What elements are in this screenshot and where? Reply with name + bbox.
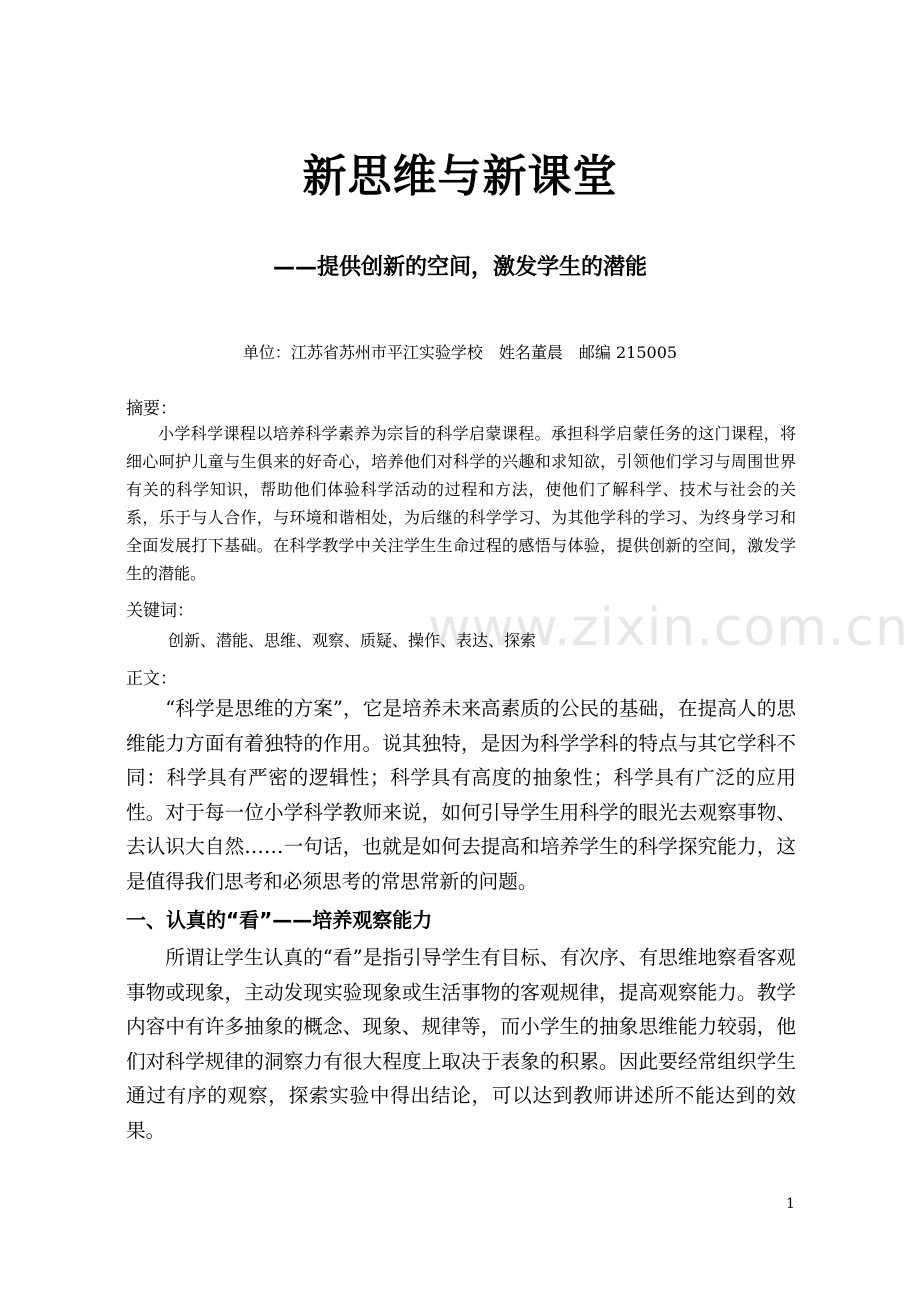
- section-heading: 一、认真的“看”——培养观察能力: [126, 908, 433, 932]
- section-paragraph: 所谓让学生认真的“看”是指引导学生有目标、有次序、有思维地察看客观事物或现象，主动发现实验现象或生活事物的客观规律，提高观察能力。教学内容中有许多抽象的概念、现象、规律等，而小学生的抽象思维能力较弱，他们对科学规律的洞察力有很大程度上取决于表象的积累。因此要经常组织学生通过有序的观察，探索实验中得出结论，可以达到教师讲述所不能达到的效果。: [126, 946, 796, 1142]
- body-intro-paragraph: “科学是思维的方案”，它是培养未来高素质的公民的基础，在提高人的思维能力方面有着独特的作用。说其独特，是因为科学学科的特点与其它学科不同：科学具有严密的逻辑性；科学具有高度的抽象性；科学具有广泛的应用性。对于每一位小学科学教师来说，如何引导学生用科学的眼光去观察事物、去认识大自然……一句话，也就是如何去提高和培养学生的科学探究能力，这是值得我们思考和必须思考的常思常新的问题。: [126, 697, 796, 893]
- keywords-label: 关键词：: [126, 601, 194, 621]
- abstract-label: 摘要：: [126, 399, 177, 419]
- page-number: 1: [786, 1196, 795, 1212]
- document-title: 新思维与新课堂: [302, 151, 618, 202]
- keywords-text: 创新、潜能、思维、观察、质疑、操作、表达、探索: [168, 631, 537, 650]
- body-label: 正文：: [126, 669, 177, 689]
- author-info: 单位：江苏省苏州市平江实验学校 姓名董晨 邮编 215005: [242, 343, 678, 362]
- document-subtitle: ——提供创新的空间，激发学生的潜能: [272, 255, 647, 280]
- watermark: www.zixin.com.cn: [428, 598, 909, 658]
- abstract-text: 小学科学课程以培养科学素养为宗旨的科学启蒙课程。承担科学启蒙任务的这门课程，将细心呵护儿童与生俱来的好奇心，培养他们对科学的兴趣和求知欲，引领他们学习与周围世界有关的科学知识，帮助他们体验科学活动的过程和方法，使他们了解科学、技术与社会的关系，乐于与人合作，与环境和谐相处，为后继的科学学习、为其他学科的学习、为终身学习和全面发展打下基础。在科学教学中关注学生生命过程的感悟与体验，提供创新的空间，激发学生的潜能。: [126, 424, 796, 583]
